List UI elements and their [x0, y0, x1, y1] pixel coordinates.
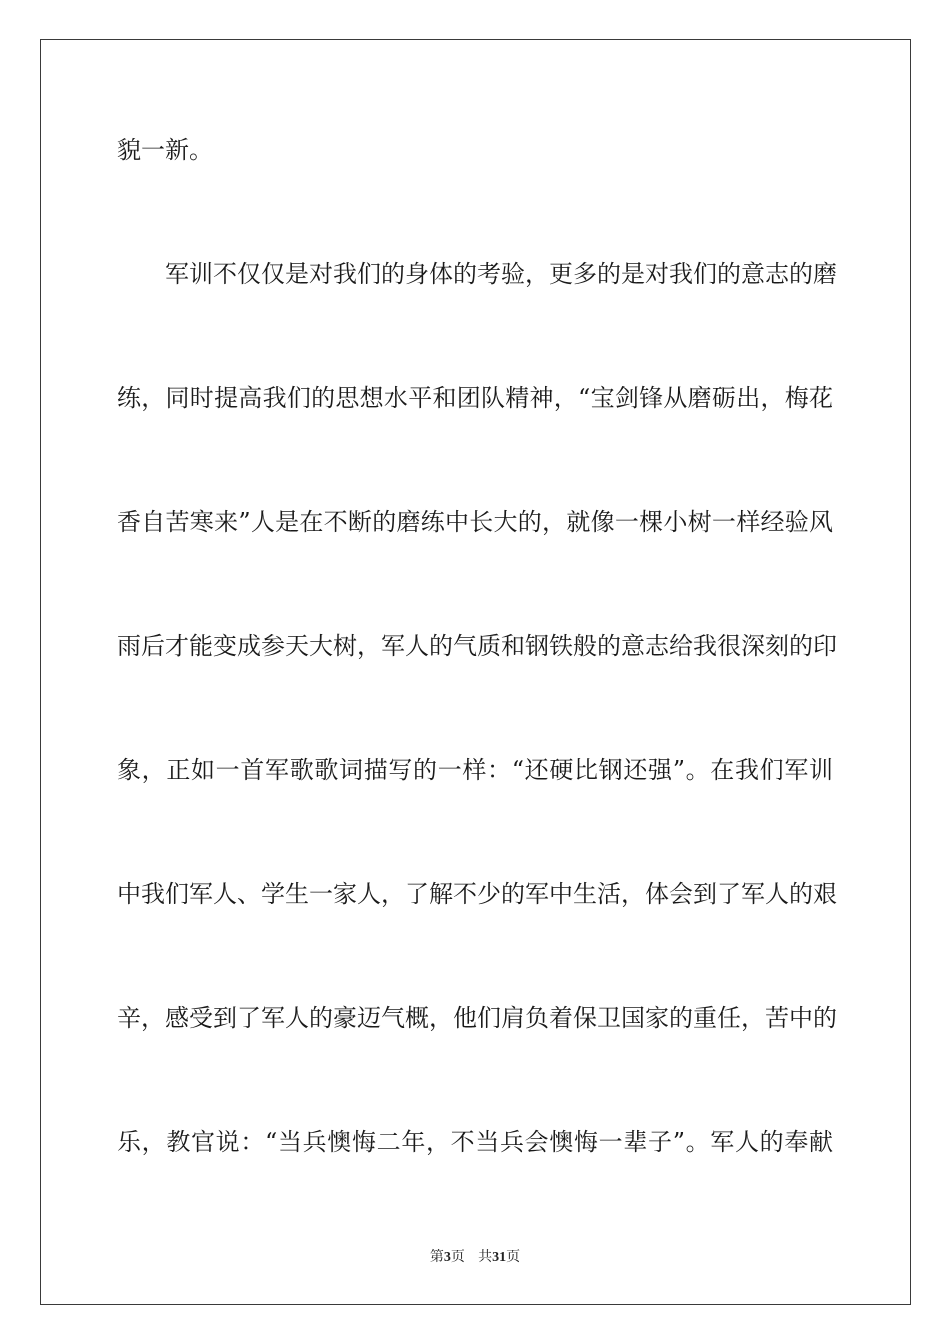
footer-total-pages: 31 [492, 1250, 507, 1265]
paragraph-line-7: 中我们军人、学生一家人，了解不少的军中生活，体会到了军人的艰 [117, 880, 837, 908]
paragraph-line-1: 貌一新。 [117, 136, 213, 164]
page-footer [0, 1246, 950, 1266]
footer-page-suffix: 页 [450, 1249, 465, 1265]
paragraph-line-9: 乐，教官说：“当兵懊悔二年，不当兵会懊悔一辈子”。军人的奉献 [117, 1128, 833, 1156]
page-border [40, 39, 911, 1305]
paragraph-line-3: 练，同时提高我们的思想水平和团队精神，“宝剑锋从磨砺出，梅花 [117, 384, 833, 412]
footer-total-suffix: 页 [506, 1249, 521, 1265]
paragraph-line-8: 辛，感受到了军人的豪迈气概，他们肩负着保卫国家的重任，苦中的 [117, 1004, 837, 1032]
footer-page-prefix: 第 [429, 1249, 444, 1265]
paragraph-line-6: 象，正如一首军歌歌词描写的一样：“还硬比钢还强”。在我们军训 [117, 756, 833, 784]
paragraph-line-5: 雨后才能变成参天大树，军人的气质和钢铁般的意志给我很深刻的印 [117, 632, 837, 660]
paragraph-line-4: 香自苦寒来”人是在不断的磨练中长大的，就像一棵小树一样经验风 [117, 508, 833, 536]
paragraph-line-2: 军训不仅仅是对我们的身体的考验，更多的是对我们的意志的磨 [165, 260, 837, 288]
footer-total-prefix: 共 [478, 1249, 493, 1265]
footer-page-number: 3 [443, 1250, 451, 1265]
